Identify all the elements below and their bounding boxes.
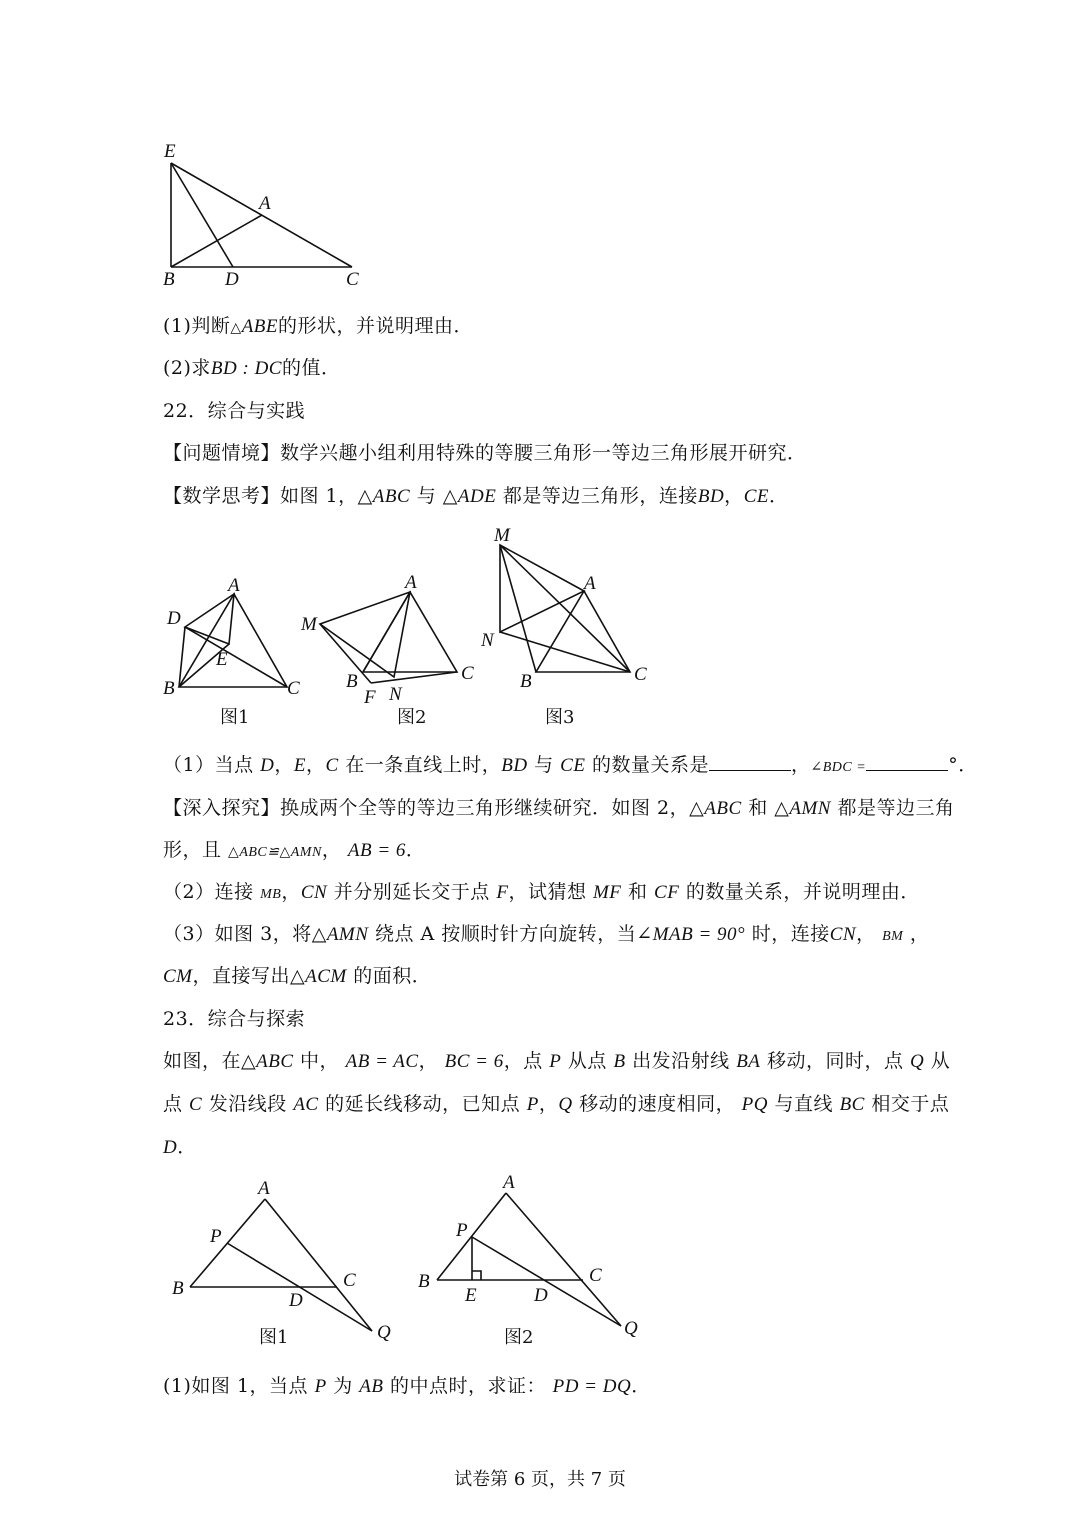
q23-fig1-label-b: B bbox=[172, 1278, 184, 1299]
q23-fig2-segment-aq bbox=[506, 1193, 621, 1326]
q21-part1: (1)判断△ABE的形状，并说明理由． bbox=[163, 315, 474, 337]
q23-fig2-caption: 图2 bbox=[504, 1327, 534, 1348]
fig1-caption: 图1 bbox=[220, 707, 250, 728]
label-b: B bbox=[163, 269, 175, 290]
q23-heading: 23．综合与探索 bbox=[163, 1008, 306, 1030]
q23-fig2-label-a: A bbox=[503, 1172, 515, 1193]
fig2-label-b: B bbox=[346, 671, 358, 692]
q23-fig2-label-c: C bbox=[589, 1265, 602, 1286]
q23-fig2-label-b: B bbox=[418, 1271, 430, 1292]
q23-fig1-caption: 图1 bbox=[259, 1327, 289, 1348]
fig2-label-c: C bbox=[461, 663, 474, 684]
fig2-label-a: A bbox=[405, 572, 417, 593]
q23-fig1-label-d: D bbox=[289, 1290, 303, 1311]
fig2-label-n: N bbox=[389, 684, 402, 705]
page-footer: 试卷第 6 页，共 7 页 bbox=[454, 1469, 626, 1490]
q23-fig2-label-q: Q bbox=[624, 1318, 638, 1339]
q22-explore-cont: 形，且 △ABC≌△AMN， AB = 6． bbox=[163, 839, 426, 861]
q22-part3-cont: CM，直接写出△ACM 的面积． bbox=[163, 965, 432, 987]
label-d: D bbox=[225, 269, 239, 290]
fig3-label-c: C bbox=[634, 664, 647, 685]
q22-part2: （2）连接 MB，CN 并分别延长交于点 F，试猜想 MF 和 CF 的数量关系，并说明理由． bbox=[163, 881, 920, 903]
q23-fig2-right-angle-mark bbox=[472, 1271, 481, 1280]
label-e: E bbox=[164, 141, 176, 162]
q23-stem-line2: 点 C 发沿线段 AC 的延长线移动，已知点 P，Q 移动的速度相同， PQ 与直线 BC 相交于点 bbox=[163, 1093, 950, 1115]
label-c: C bbox=[346, 269, 359, 290]
fig3-label-a: A bbox=[584, 573, 596, 594]
fig1-label-b: B bbox=[163, 678, 175, 699]
q23-part1: (1)如图 1，当点 P 为 AB 的中点时，求证： PD = DQ． bbox=[163, 1375, 651, 1397]
q22-explore: 【深入探究】换成两个全等的等边三角形继续研究．如图 2，△ABC 和 △AMN 都是等边三角 bbox=[163, 797, 955, 819]
q23-fig1-label-a: A bbox=[258, 1178, 270, 1199]
q22-heading: 22．综合与实践 bbox=[163, 400, 306, 422]
fig2-caption: 图2 bbox=[397, 707, 427, 728]
q23-fig1-segment-aq bbox=[265, 1199, 372, 1331]
q22-thinking: 【数学思考】如图 1，△ABC 与 △ADE 都是等边三角形，连接BD，CE． bbox=[163, 485, 789, 507]
q22-part1: （1）当点 D，E，C 在一条直线上时，BD 与 CE 的数量关系是 ，∠BDC = °． bbox=[163, 754, 978, 776]
fig1-label-e: E bbox=[216, 649, 228, 670]
q23-stem-line3: D． bbox=[163, 1136, 197, 1158]
q23-fig2-label-e: E bbox=[465, 1285, 477, 1306]
q22-situation: 【问题情境】数学兴趣小组利用特殊的等腰三角形一等边三角形展开研究． bbox=[163, 442, 807, 464]
q23-fig2 bbox=[418, 1172, 638, 1348]
q23-fig1 bbox=[172, 1178, 391, 1348]
fig1-label-c: C bbox=[287, 678, 300, 699]
fig2-label-m: M bbox=[301, 614, 317, 635]
fig1-label-d: D bbox=[167, 608, 181, 629]
fig2-label-f: F bbox=[364, 687, 376, 708]
q23-fig1-label-c: C bbox=[343, 1270, 356, 1291]
fig3-label-n: N bbox=[481, 630, 494, 651]
fig3-label-b: B bbox=[520, 671, 532, 692]
q23-fig1-label-q: Q bbox=[377, 1322, 391, 1343]
q23-stem-line1: 如图，在△ABC 中， AB = AC， BC = 6，点 P 从点 B 出发沿射线 BA 移动，同时，点 Q 从 bbox=[163, 1050, 951, 1072]
q23-fig2-label-p: P bbox=[456, 1220, 468, 1241]
fig3-label-m: M bbox=[494, 525, 510, 546]
q23-fig1-label-p: P bbox=[210, 1226, 222, 1247]
label-a: A bbox=[259, 193, 271, 214]
q22-part3: （3）如图 3，将△AMN 绕点 A 按顺时针方向旋转，当∠MAB = 90° 时，连接CN， BM ， bbox=[163, 923, 930, 945]
fig1-label-a: A bbox=[228, 575, 240, 596]
fig3-caption: 图3 bbox=[545, 707, 575, 728]
q21-part2: (2)求BD : DC的值． bbox=[163, 357, 341, 379]
q23-fig2-label-d: D bbox=[534, 1285, 548, 1306]
